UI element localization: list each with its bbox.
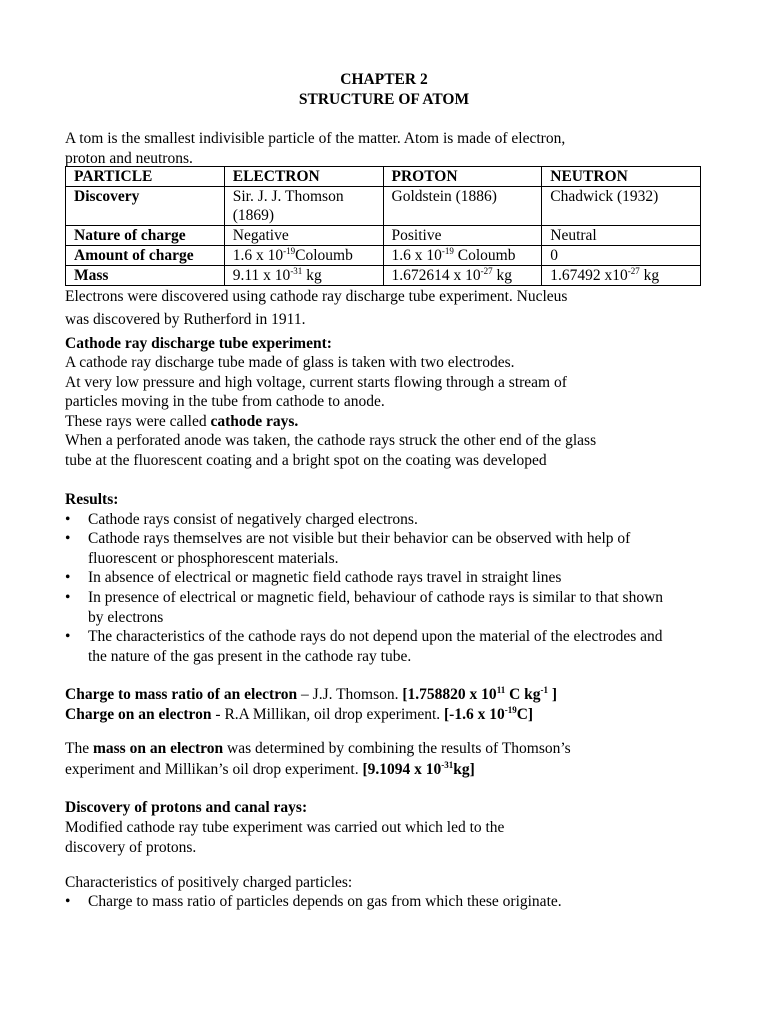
- mass-value: [362, 761, 474, 778]
- amount-electron-exp: -19: [283, 246, 296, 256]
- cell-nature-neutron: Neutral: [542, 226, 701, 246]
- row-label-nature: Nature of charge: [66, 226, 225, 246]
- charge-attribution: - R.A Millikan, oil drop experiment.: [211, 706, 445, 723]
- mass-para-term: mass on an electron: [92, 740, 224, 757]
- table-row-discovery: [66, 187, 701, 226]
- mass-value-exp: -31: [441, 760, 454, 770]
- ratio-attribution: – J.J. Thomson.: [297, 686, 403, 703]
- bullet-icon: •: [65, 893, 71, 910]
- mass-value-base: [9.1094 x 10: [362, 761, 442, 778]
- results-bullet-2-line-2: fluorescent or phosphorescent materials.: [88, 549, 339, 567]
- cathode-line-4-text: These rays were called: [65, 413, 211, 430]
- results-bullet-2-line-1: Cathode rays themselves are not visible but their behavior can be observed with help of: [88, 530, 631, 547]
- characteristics-bullet-1-text: Charge to mass ratio of particles depends on gas from which these originate.: [88, 893, 562, 910]
- protons-heading: Discovery of protons and canal rays:: [65, 799, 308, 816]
- charge-label: Charge on an electron: [65, 706, 212, 723]
- intro-line-1: A tom is the smallest indivisible particle of the matter. Atom is made of electron,: [65, 130, 566, 147]
- results-bullet-5-line-1: The characteristics of the cathode rays do not depend upon the material of the electrodes and: [88, 628, 663, 645]
- discovery-line-1: Electrons were discovered using cathode ray discharge tube experiment. Nucleus: [65, 288, 568, 305]
- mass-electron-base: 9.11 x 10: [232, 267, 291, 284]
- cell-mass-proton: [383, 266, 542, 286]
- cell-amount-neutron: 0: [542, 246, 701, 266]
- ratio-value-close: ]: [548, 686, 558, 703]
- row-label-discovery: Discovery: [66, 187, 225, 226]
- mass-neutron-base: 1.67492 x10: [550, 267, 628, 284]
- header-particle: PARTICLE: [66, 167, 225, 187]
- cell-amount-proton: [383, 246, 542, 266]
- electron-charge-line: [65, 705, 533, 725]
- cell-discovery-electron-line2: (1869): [232, 207, 275, 224]
- mass-para-line-1: [65, 739, 571, 759]
- mass-neutron-unit: kg: [639, 267, 660, 284]
- mass-proton-exp: -27: [480, 266, 493, 276]
- table-row-mass: [66, 266, 701, 286]
- cell-discovery-neutron: Chadwick (1932): [542, 187, 701, 226]
- cell-discovery-electron-line1: Sir. J. J. Thomson: [232, 188, 344, 205]
- mass-electron-unit: kg: [302, 267, 322, 284]
- ratio-value-exp1: 11: [496, 685, 506, 695]
- cathode-heading: Cathode ray discharge tube experiment:: [65, 335, 332, 352]
- amount-proton-exp: -19: [441, 246, 454, 256]
- mass-neutron-exp: -27: [627, 266, 640, 276]
- mass-para-line-2-text: experiment and Millikan’s oil drop experiment.: [65, 761, 363, 778]
- bullet-icon: •: [65, 589, 71, 606]
- results-bullet-4-text: [88, 588, 768, 627]
- particle-table: [65, 166, 701, 286]
- results-bullet-5-text: [88, 627, 768, 666]
- cell-discovery-electron: [224, 187, 383, 226]
- row-label-mass: Mass: [66, 266, 225, 286]
- table-row-amount: [66, 246, 701, 266]
- ratio-value-base: [1.758820 x 10: [402, 686, 497, 703]
- bullet-icon: •: [65, 569, 71, 586]
- chapter-title: STRUCTURE OF ATOM: [298, 91, 470, 108]
- cathode-line-2: At very low pressure and high voltage, current starts flowing through a stream of: [65, 374, 567, 391]
- mass-para-pre: The: [65, 740, 93, 757]
- protons-line-2: discovery of protons.: [65, 839, 197, 856]
- header-electron: ELECTRON: [224, 167, 383, 187]
- mass-value-unit: kg]: [453, 761, 475, 778]
- charge-value-exp: -19: [504, 705, 517, 715]
- amount-proton-unit: Coloumb: [453, 247, 516, 264]
- characteristics-line: Characteristics of positively charged particles:: [65, 874, 353, 891]
- intro-line-2: proton and neutrons.: [65, 150, 193, 167]
- table-header-row: [66, 167, 701, 187]
- row-label-amount: Amount of charge: [66, 246, 225, 266]
- bullet-icon: •: [65, 628, 71, 645]
- header-proton: PROTON: [383, 167, 542, 187]
- mass-para-post: was determined by combining the results of Thomson’s: [223, 740, 571, 757]
- cathode-line-6: tube at the fluorescent coating and a bright spot on the coating was developed: [65, 452, 547, 469]
- results-bullet-4-line-2: by electrons: [88, 608, 164, 626]
- charge-value-base: [-1.6 x 10: [444, 706, 505, 723]
- results-bullet-5-line-2: the nature of the gas present in the cathode ray tube.: [88, 647, 412, 665]
- cathode-line-5: When a perforated anode was taken, the cathode rays struck the other end of the glass: [65, 432, 597, 449]
- cathode-rays-term: cathode rays.: [210, 413, 299, 430]
- cathode-line-4: [65, 412, 298, 432]
- charge-mass-ratio-line: [65, 685, 557, 705]
- results-bullet-1-text: Cathode rays consist of negatively charged electrons.: [88, 511, 418, 528]
- ratio-value-exp2: -1: [540, 685, 549, 695]
- results-heading: Results:: [65, 491, 119, 508]
- cell-nature-proton: Positive: [383, 226, 542, 246]
- cathode-line-3: particles moving in the tube from cathode to anode.: [65, 393, 385, 410]
- mass-electron-exp: -31: [290, 266, 303, 276]
- discovery-line-2: was discovered by Rutherford in 1911.: [65, 311, 306, 328]
- amount-proton-base: 1.6 x 10: [391, 247, 442, 264]
- bullet-icon: •: [65, 530, 71, 547]
- results-bullet-2-text: [88, 529, 768, 568]
- ratio-label: Charge to mass ratio of an electron: [65, 686, 298, 703]
- charge-value-unit: C]: [516, 706, 534, 723]
- protons-line-1: Modified cathode ray tube experiment was carried out which led to the: [65, 819, 505, 836]
- results-bullet-4-line-1: In presence of electrical or magnetic field, behaviour of cathode rays is similar to that shown: [88, 589, 664, 606]
- amount-electron-unit: Coloumb: [295, 247, 353, 264]
- amount-electron-base: 1.6 x 10: [232, 247, 284, 264]
- header-neutron: NEUTRON: [542, 167, 701, 187]
- cell-nature-electron: Negative: [224, 226, 383, 246]
- results-bullet-3-text: In absence of electrical or magnetic field cathode rays travel in straight lines: [88, 569, 562, 586]
- table-row-nature: [66, 226, 701, 246]
- cell-mass-electron: [224, 266, 383, 286]
- ratio-value-unit: C kg: [505, 686, 541, 703]
- cell-mass-neutron: [542, 266, 701, 286]
- mass-proton-base: 1.672614 x 10: [391, 267, 481, 284]
- cathode-line-1: A cathode ray discharge tube made of glass is taken with two electrodes.: [65, 354, 515, 371]
- chapter-heading: CHAPTER 2: [340, 71, 428, 88]
- mass-proton-unit: kg: [492, 267, 512, 284]
- cell-amount-electron: [224, 246, 383, 266]
- mass-para-line-2: [65, 760, 475, 780]
- cell-discovery-proton: Goldstein (1886): [383, 187, 542, 226]
- ratio-value: [402, 686, 557, 703]
- bullet-icon: •: [65, 511, 71, 528]
- charge-value: [444, 706, 533, 723]
